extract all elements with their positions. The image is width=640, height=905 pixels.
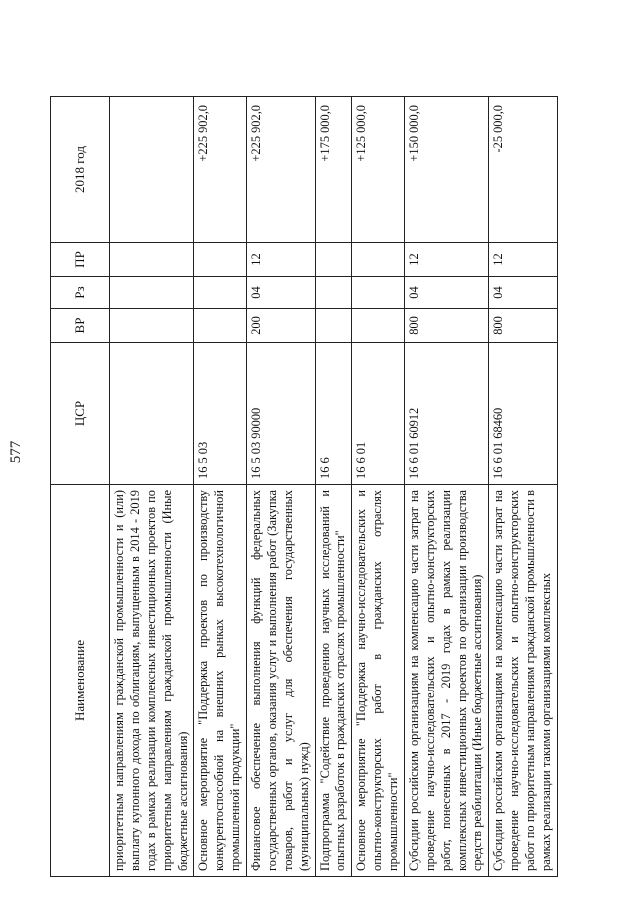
row-pr (352, 243, 405, 277)
row-vr: 800 (404, 309, 488, 343)
table-row (352, 97, 405, 877)
row-rz (352, 277, 405, 309)
row-pr (194, 243, 247, 277)
budget-table (50, 96, 558, 877)
row-rz: 04 (404, 277, 488, 309)
row-amount: +225 902,0 (194, 97, 247, 243)
table-row (489, 97, 558, 877)
header-name: Наименование (51, 485, 110, 877)
row-csr: 16 6 01 68460 (489, 343, 558, 485)
header-pr: ПР (51, 243, 110, 277)
row-name: Финансовое обеспечение выполнения функций федеральных государственных органов, оказания услуг и выполнения работ (Закупка товаров, работ и услуг для обеспечения государственных (муниципальных) нужд) (247, 485, 316, 877)
table-header-row (51, 97, 110, 877)
row-csr: 16 5 03 (194, 343, 247, 485)
table-row (404, 97, 488, 877)
row-csr: 16 6 (315, 343, 352, 485)
row-amount (110, 97, 194, 243)
row-name: Субсидии российским организациям на компенсацию части затрат на проведение научно-исследовательских и опытно-конструкторских работ, понесенных в 2017 - 2019 годах в рамках реализации комплексных инвестиционных проектов по организации производства средств реабилитации (Иные бюджетные ассигнования) (404, 485, 488, 877)
row-rz (315, 277, 352, 309)
row-pr: 12 (247, 243, 316, 277)
table-row (194, 97, 247, 877)
row-vr: 200 (247, 309, 316, 343)
row-pr (315, 243, 352, 277)
row-csr: 16 6 01 60912 (404, 343, 488, 485)
page-number: 577 (8, 440, 24, 464)
row-rz: 04 (489, 277, 558, 309)
row-name: Основное мероприятие "Поддержка научно-исследовательских и опытно-конструкторских работ в гражданских отраслях промышленности" (352, 485, 405, 877)
row-amount: -25 000,0 (489, 97, 558, 243)
row-vr (315, 309, 352, 343)
row-rz (194, 277, 247, 309)
row-vr: 800 (489, 309, 558, 343)
header-csr: ЦСР (51, 343, 110, 485)
row-pr: 12 (404, 243, 488, 277)
header-vr: ВР (51, 309, 110, 343)
row-rz (110, 277, 194, 309)
row-amount: +125 000,0 (352, 97, 405, 243)
row-vr (352, 309, 405, 343)
row-name: Субсидии российским организациям на компенсацию части затрат на проведение научно-исследовательских и опытно-конструкторских работ по приоритетным направлениям гражданской промышленности в рамках реализации такими организациями комплексных (489, 485, 558, 877)
header-rz: Рз (51, 277, 110, 309)
row-amount: +225 902,0 (247, 97, 316, 243)
row-name: Основное мероприятие "Поддержка проектов по производству конкурентоспособной на внешних рынках высокотехнологичной промышленной продукции" (194, 485, 247, 877)
header-year: 2018 год (51, 97, 110, 243)
row-vr (194, 309, 247, 343)
row-csr: 16 6 01 (352, 343, 405, 485)
row-amount: +175 000,0 (315, 97, 352, 243)
row-amount: +150 000,0 (404, 97, 488, 243)
table-row (247, 97, 316, 877)
row-name: приоритетным направлениям гражданской промышленности и (или) выплату купонного дохода по облигациям, выпущенным в 2014 - 2019 годах в рамках реализации комплексных инвестиционных проектов по приоритетным направлениям гражданской промышленности (Иные бюджетные ассигнования) (110, 485, 194, 877)
row-pr (110, 243, 194, 277)
row-pr: 12 (489, 243, 558, 277)
table-row (315, 97, 352, 877)
row-rz: 04 (247, 277, 316, 309)
table-row (110, 97, 194, 877)
row-vr (110, 309, 194, 343)
row-csr: 16 5 03 90000 (247, 343, 316, 485)
row-name: Подпрограмма "Содействие проведению научных исследований и опытных разработок в гражданских отраслях промышленности" (315, 485, 352, 877)
row-csr (110, 343, 194, 485)
